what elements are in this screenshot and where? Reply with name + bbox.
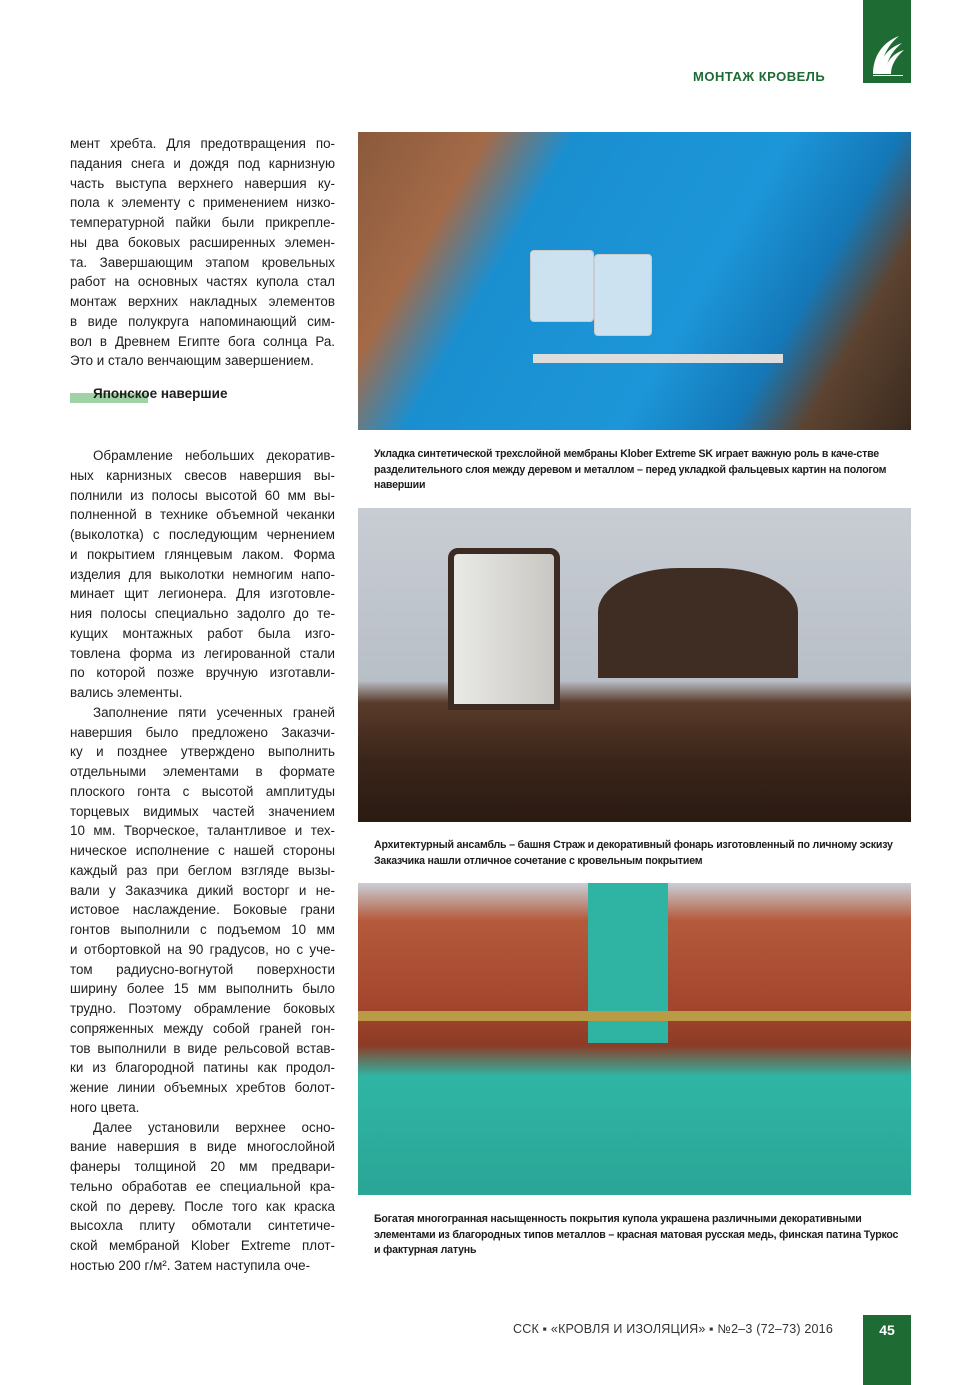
text-line-content: высохла плиту обмотали синтетиче- <box>70 1218 335 1234</box>
text-line-content: часть выступа верхнего навершия ку- <box>70 175 335 191</box>
text-line <box>70 723 335 743</box>
text-line <box>70 351 335 371</box>
caption-2: Архитектурный ансамбль – башня Страж и декоративный фонарь изготовленный по личному эскизу Заказчика нашли отличное сочетание с кровельным покрытием <box>374 839 893 867</box>
text-line <box>70 332 335 352</box>
text-line-content: навершия было предложено Заказчи- <box>70 724 335 740</box>
text-line <box>70 1256 335 1276</box>
text-line-content: вол в Древнем Египте бога солнца Ра. <box>70 333 335 349</box>
text-line-content: монтаж верхних накладных элементов <box>70 294 335 309</box>
text-line-content: (выколотка) с последующим чернением <box>70 527 335 542</box>
text-line-content: мент хребта. Для предотвращения по- <box>70 136 335 151</box>
text-line-content: фанеры толщиной 20 мм предвари- <box>70 1159 335 1174</box>
text-line <box>70 644 335 664</box>
text-line-content: каждый раз при беглом взгляде вызы- <box>70 862 335 878</box>
text-line <box>70 1039 335 1059</box>
text-line <box>70 999 335 1019</box>
text-line <box>70 545 335 565</box>
text-line-content: гонтов выполнили с подъемом 10 мм <box>70 922 335 937</box>
text-line <box>70 505 335 525</box>
text-line <box>70 154 335 174</box>
text-line-content: сопряженных между собой граней гон- <box>70 1020 335 1036</box>
heading-text: Японское навершие <box>93 386 228 401</box>
text-line <box>70 960 335 980</box>
text-line-content: товлена форма из легированной стали <box>70 645 335 661</box>
footer-journal: ССК ▪ «КРОВЛЯ И ИЗОЛЯЦИЯ» ▪ №2–3 (72–73) 2016 <box>513 1322 833 1336</box>
text-line-content: ской по дереву. После того как краска <box>70 1198 335 1214</box>
text-line <box>70 272 335 292</box>
text-line <box>70 920 335 940</box>
text-line <box>70 703 335 723</box>
text-line <box>70 1137 335 1157</box>
text-line <box>70 1216 335 1236</box>
text-line <box>70 742 335 762</box>
text-line-content: плоского гонта с высотой амплитуды <box>70 783 335 799</box>
text-line-content: ской мембраной Klober Extreme плот- <box>70 1238 335 1253</box>
article-column <box>70 134 335 1276</box>
text-line <box>70 663 335 683</box>
text-line-content: в виде полукруга напоминающий сим- <box>70 313 335 329</box>
text-line-content: падания снега и дождя под карнизную <box>70 155 335 171</box>
text-line <box>70 525 335 545</box>
text-line <box>70 1157 335 1177</box>
text-line <box>70 174 335 194</box>
photo-lantern-tower <box>358 508 911 822</box>
text-line <box>70 565 335 585</box>
text-line <box>70 213 335 233</box>
text-line-content: минает щит легионера. Для изготовле- <box>70 586 335 602</box>
text-line-content: кущих монтажных работ была изго- <box>70 625 335 641</box>
text-line-content: и отбортовкой на 90 градусов, но с уче- <box>70 941 335 957</box>
text-line <box>70 446 335 466</box>
text-line <box>70 802 335 822</box>
text-line-content: торцевых видимых частей значением <box>70 803 335 819</box>
text-line-content: том радиусно-вогнутой поверхности <box>70 961 335 977</box>
text-line <box>70 979 335 999</box>
text-line-content: ного цвета. <box>70 1099 140 1115</box>
text-line-content: ния полосы специально задолго до те- <box>70 606 335 621</box>
text-line <box>70 134 335 154</box>
text-line-content: трудно. Поэтому обрамление боковых <box>70 1001 335 1016</box>
text-line-content: ностью 200 г/м². Затем наступила оче- <box>70 1257 311 1273</box>
text-line <box>70 1177 335 1197</box>
text-line-content: полнили из полосы высотой 60 мм вы- <box>70 487 335 503</box>
text-line-content: ны два боковых расширенных элемен- <box>70 234 335 250</box>
text-line-content: вали у Заказчика дикий восторг и не- <box>70 882 335 898</box>
text-line-content: ных карнизных свесов навершия вы- <box>70 467 335 483</box>
text-line-content: отдельными элементами в формате <box>70 764 335 779</box>
text-line-content: истовое наслаждение. Боковые грани <box>70 902 335 918</box>
text-line <box>70 486 335 506</box>
text-line-content: по которой позже вручную изготавли- <box>70 665 335 681</box>
text-line-content: ширину более 15 мм выполнить было <box>70 981 335 997</box>
text-line-content: тельно обработав ее специальной кра- <box>70 1178 335 1194</box>
text-line <box>70 841 335 861</box>
text-line <box>70 861 335 881</box>
text-line <box>70 1078 335 1098</box>
text-line <box>70 1058 335 1078</box>
text-line-content: тов выполнили в виде рельсовой встав- <box>70 1040 335 1056</box>
text-line <box>70 1118 335 1138</box>
text-line <box>70 1236 335 1256</box>
text-line-content: изделия для выколотки немногим напо- <box>70 566 335 582</box>
text-line <box>70 312 335 332</box>
text-line <box>70 253 335 273</box>
caption-1: Укладка синтетической трехслойной мембраны Klober Extreme SK играет важную роль в каче-стве разделительного слоя между деревом и металлом – перед укладкой фальцевых картин на пологом навершии <box>374 448 887 491</box>
text-line <box>70 782 335 802</box>
section-tab <box>863 0 911 83</box>
text-line-content: ку и позднее утверждено выполнить <box>70 744 335 760</box>
text-line <box>70 1098 335 1118</box>
text-line <box>70 940 335 960</box>
text-line <box>70 193 335 213</box>
text-line-content: вание навершия в виде многослойной <box>70 1139 335 1155</box>
text-line-content: и покрытием глянцевым лаком. Форма <box>70 546 335 562</box>
text-line-content: температурной пайки были прикрепле- <box>70 215 335 230</box>
photo-copper-dome <box>358 883 911 1195</box>
text-line-content: Далее установили верхнее осно- <box>93 1119 335 1135</box>
text-line <box>70 233 335 253</box>
text-line-content: Заполнение пяти усеченных граней <box>93 704 335 720</box>
text-line-content: 10 мм. Творческое, талантливое и тех- <box>70 823 335 839</box>
section-title: МОНТАЖ КРОВЕЛЬ <box>693 69 826 84</box>
subheading <box>70 386 335 446</box>
text-line <box>70 292 335 312</box>
text-line <box>70 584 335 604</box>
text-line-content: ки из благородной патины как продол- <box>70 1060 335 1076</box>
text-line <box>70 762 335 782</box>
text-line <box>70 821 335 841</box>
text-line-content: та. Завершающим этапом кровельных <box>70 254 335 270</box>
text-line-content: Обрамление небольших декоратив- <box>93 448 335 463</box>
text-line-content: полненной в технике объемной чеканки <box>70 507 335 523</box>
text-line-content: работ на основных частях купола стал <box>70 274 335 290</box>
text-line <box>70 683 335 703</box>
page-tab <box>863 1315 911 1385</box>
text-line <box>70 881 335 901</box>
text-line-content: пола к элементу с применением низко- <box>70 195 335 211</box>
text-line-content: ническое исполнение с нашей стороны <box>70 843 335 858</box>
text-line-content: Это и стало венчающим завершением. <box>70 353 314 369</box>
text-line <box>70 624 335 644</box>
text-line <box>70 900 335 920</box>
text-line-content: жение линии объемных хребтов болот- <box>70 1080 335 1095</box>
text-line-content: вались элементы. <box>70 685 183 700</box>
text-line <box>70 1019 335 1039</box>
text-line <box>70 604 335 624</box>
leaf-stripes-logo-icon <box>869 34 905 78</box>
text-line <box>70 466 335 486</box>
text-line <box>70 1197 335 1217</box>
caption-3: Богатая многогранная насыщенность покрытия купола украшена различными декоративными элементами из благородных типов металлов – красная матовая русская медь, финская патина Туркос и фактурная латунь <box>374 1213 899 1256</box>
page-number: 45 <box>879 1322 895 1338</box>
photo-membrane-laying <box>358 132 911 430</box>
